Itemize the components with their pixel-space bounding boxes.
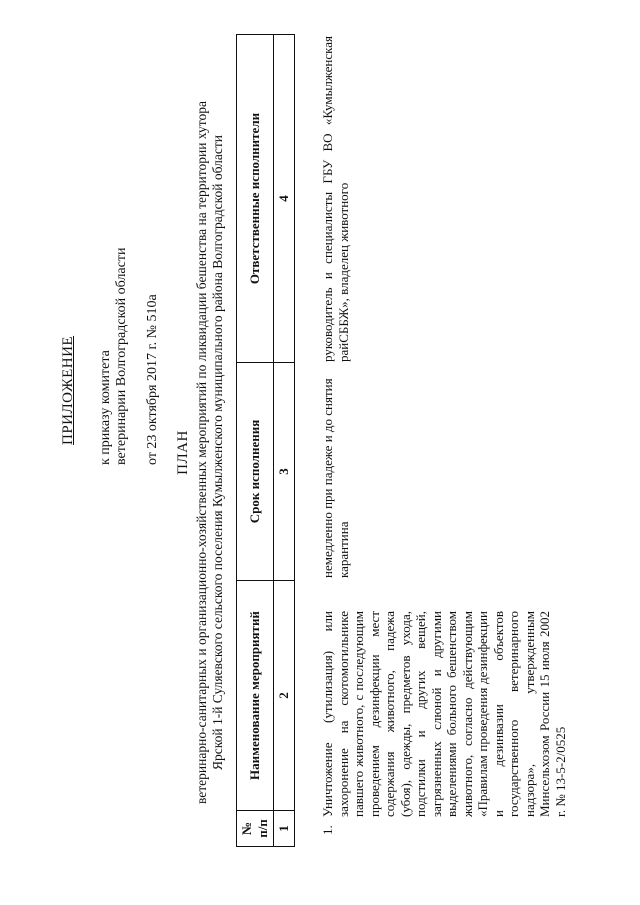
- column-number-1: 1: [274, 811, 295, 847]
- column-number-2: 2: [274, 581, 295, 811]
- column-number-4: 4: [274, 35, 295, 363]
- column-number-3: 3: [274, 363, 295, 581]
- header-executors: Ответственные исполнители: [237, 35, 274, 363]
- header-measure-name: Наименование мероприятий: [237, 581, 274, 811]
- header-deadline: Срок исполнения: [237, 363, 274, 581]
- row-deadline: немедленно при падеже и до снятия карантина: [320, 378, 351, 578]
- row-measure: Уничтожение (утилизация) или захоронение на скотомогильнике павшего животного, с последующим проведением дезинфекции мест содержания животного, падежа (убоя), одежды, предметов ухода, подстилки и других вещей, загрязненных слюной и другими выделениями больного бешенством животного, согласно действующим «Правилам проведения дезинфекции и дезинвазии объектов государственного ветеринарного надзора», утвержденным Минсельхозом России 15 июля 2002 г. № 13-5-2/0525: [320, 611, 568, 817]
- plan-subtitle-line2: Ярской 1-й Суляевского сельского поселения Кумылженского муниципального района Волгоградской области: [210, 134, 225, 771]
- table-header-row: [237, 35, 274, 847]
- plan-table: [236, 34, 295, 847]
- row-number: 1.: [320, 825, 335, 835]
- appendix-committee-line: ветеринарии Волгоградской области: [114, 247, 129, 465]
- header-number: № п/п: [237, 811, 274, 847]
- appendix-title: ПРИЛОЖЕНИЕ: [60, 335, 76, 445]
- table-column-number-row: [274, 35, 295, 847]
- plan-title: ПЛАН: [175, 430, 191, 475]
- appendix-order-line: к приказу комитета: [98, 350, 113, 465]
- appendix-date-line: от 23 октября 2017 г. № 510а: [145, 294, 160, 465]
- plan-subtitle-line1: ветеринарно-санитарных и организационно-хозяйственных мероприятий по ликвидации бешенства на территории хутора: [194, 100, 209, 805]
- row-executors: руководитель и специалисты ГБУ ВО «Кумылженская райСББЖ», владелец животного: [320, 36, 351, 362]
